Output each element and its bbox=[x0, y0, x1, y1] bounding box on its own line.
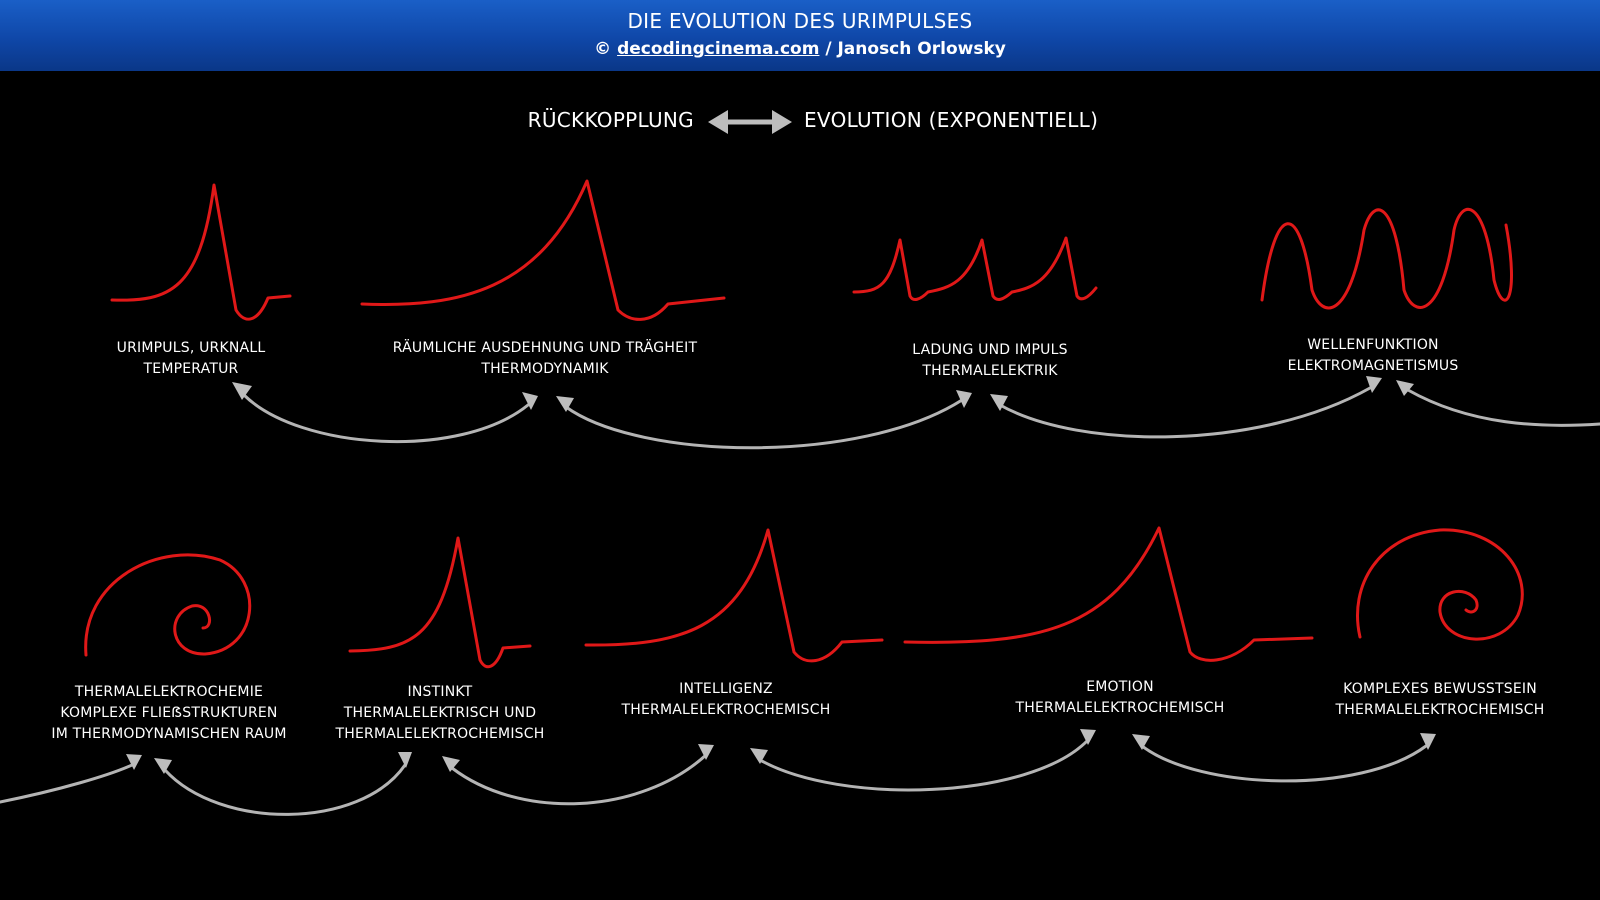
arrowhead bbox=[698, 744, 714, 760]
copyright-symbol: © bbox=[594, 39, 612, 59]
arrowhead bbox=[154, 758, 172, 774]
arrowhead bbox=[232, 382, 252, 400]
arc-stage3-stage4 bbox=[1000, 388, 1370, 437]
wave-ladung bbox=[854, 238, 1096, 299]
stage-label-ladung: LADUNG UND IMPULS THERMALELEKTRIK bbox=[912, 342, 1068, 379]
arrowhead bbox=[398, 752, 412, 768]
arrowhead bbox=[442, 756, 460, 772]
arc-stage2-stage3 bbox=[566, 400, 962, 448]
arc-stage7-stage8 bbox=[760, 740, 1088, 790]
arc-stage8-stage9 bbox=[1142, 746, 1426, 781]
wave-emotion bbox=[905, 528, 1312, 660]
arrowhead bbox=[1132, 734, 1150, 750]
wave-ausdehnung bbox=[362, 181, 724, 319]
wave-bewusstsein bbox=[1358, 530, 1523, 639]
stage-label-ausdehnung: RÄUMLICHE AUSDEHNUNG UND TRÄGHEIT THERMODYNAMIK bbox=[392, 340, 698, 377]
arc-continue-stage5 bbox=[0, 765, 132, 802]
arc-stage1-stage2 bbox=[244, 395, 528, 442]
arc-stage5-stage6 bbox=[165, 765, 405, 814]
stage-label-intelligenz: INTELLIGENZ THERMALELEKTROCHEMISCH bbox=[621, 681, 831, 718]
stage-label-instinkt: INSTINKT THERMALELEKTRISCH UND THERMALELEKTROCHEMISCH bbox=[335, 684, 545, 742]
stage-label-thermalelektrochemie: THERMALELEKTROCHEMIE KOMPLEXE FLIEẞSTRUKTUREN IM THERMODYNAMISCHEN RAUM bbox=[51, 684, 287, 742]
arrowhead bbox=[956, 390, 972, 408]
wave-wellenfunktion bbox=[1262, 209, 1511, 308]
arrowhead bbox=[1080, 729, 1096, 745]
wave-intelligenz bbox=[586, 530, 882, 661]
wave-urimpuls bbox=[112, 185, 290, 319]
author-name: / Janosch Orlowsky bbox=[825, 39, 1006, 59]
arc-stage6-stage7 bbox=[452, 755, 706, 804]
stage-label-urimpuls: URIMPULS, URKNALL TEMPERATUR bbox=[116, 340, 266, 377]
legend-feedback-label: RÜCKKOPPLUNG bbox=[527, 108, 694, 132]
page-title: DIE EVOLUTION DES URIMPULSES bbox=[627, 9, 973, 33]
legend-double-arrow bbox=[708, 110, 792, 134]
wave-instinkt bbox=[350, 538, 530, 667]
stage-label-emotion: EMOTION THERMALELEKTROCHEMISCH bbox=[1015, 679, 1225, 716]
website-link[interactable]: decodingcinema.com bbox=[617, 39, 820, 59]
stage-label-bewusstsein: KOMPLEXES BEWUSSTSEIN THERMALELEKTROCHEMISCH bbox=[1335, 681, 1545, 718]
stage-label-wellenfunktion: WELLENFUNKTION ELEKTROMAGNETISMUS bbox=[1287, 337, 1459, 374]
legend-evolution-label: EVOLUTION (EXPONENTIELL) bbox=[804, 108, 1099, 132]
arc-stage4-continue bbox=[1408, 390, 1600, 425]
arrowhead bbox=[1396, 380, 1414, 396]
wave-thermalelektrochemie bbox=[86, 555, 250, 655]
